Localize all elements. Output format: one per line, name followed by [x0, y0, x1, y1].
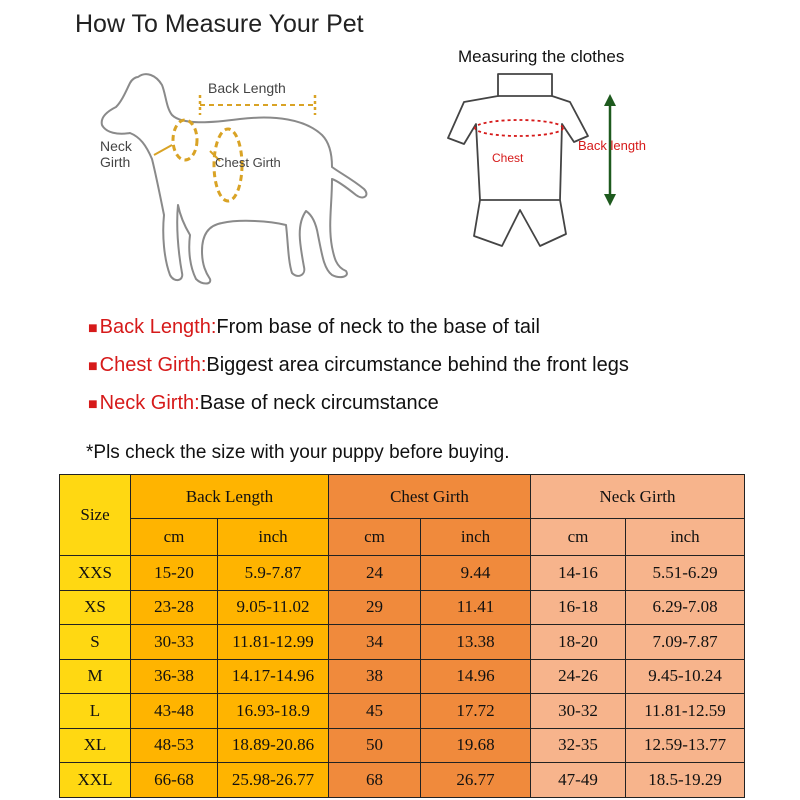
- chest-cm-cell: 29: [329, 590, 421, 625]
- chest-cm-cell: 34: [329, 625, 421, 660]
- back-inch-cell: 16.93-18.9: [218, 694, 329, 729]
- back-length-label: Back Length: [208, 80, 286, 96]
- chest-inch-cell: 19.68: [421, 728, 531, 763]
- back-inch-cell: 11.81-12.99: [218, 625, 329, 660]
- neck-cm-cell: 47-49: [531, 763, 626, 798]
- chest-inch-cell: 11.41: [421, 590, 531, 625]
- chest-inch-cell: 17.72: [421, 694, 531, 729]
- back-length-measure: [200, 95, 315, 115]
- bullet-icon: ■: [88, 320, 98, 337]
- table-row: [60, 694, 745, 729]
- neck-cm-cell: 16-18: [531, 590, 626, 625]
- unit-header: cm: [329, 519, 421, 556]
- chest-inch-cell: 13.38: [421, 625, 531, 660]
- definition-term: Back Length:: [99, 316, 217, 338]
- page-title: How To Measure Your Pet: [75, 10, 364, 38]
- table-row: [60, 625, 745, 660]
- size-cell: XL: [60, 728, 131, 763]
- neck-cm-cell: 24-26: [531, 659, 626, 694]
- back-inch-cell: 5.9-7.87: [218, 556, 329, 591]
- chest-inch-cell: 9.44: [421, 556, 531, 591]
- unit-header: inch: [421, 519, 531, 556]
- size-cell: XXL: [60, 763, 131, 798]
- back-inch-cell: 25.98-26.77: [218, 763, 329, 798]
- chest-girth-label: Chest Girth: [215, 155, 281, 170]
- table-row: [60, 556, 745, 591]
- neck-inch-cell: 18.5-19.29: [626, 763, 745, 798]
- chest-cm-cell: 24: [329, 556, 421, 591]
- unit-header: inch: [218, 519, 329, 556]
- back-inch-cell: 14.17-14.96: [218, 659, 329, 694]
- definition-term: Chest Girth:: [99, 354, 207, 376]
- back-inch-cell: 18.89-20.86: [218, 728, 329, 763]
- neck-girth-header: Neck Girth: [531, 475, 745, 519]
- table-unit-row: [60, 519, 745, 556]
- back-cm-cell: 30-33: [131, 625, 218, 660]
- table-row: [60, 590, 745, 625]
- size-cell: XS: [60, 590, 131, 625]
- clothes-back-length-label: Back length: [578, 138, 646, 153]
- neck-cm-cell: 14-16: [531, 556, 626, 591]
- chest-cm-cell: 45: [329, 694, 421, 729]
- definition-text: Base of neck circumstance: [199, 392, 439, 414]
- neck-cm-cell: 30-32: [531, 694, 626, 729]
- size-cell: L: [60, 694, 131, 729]
- back-length-header: Back Length: [131, 475, 329, 519]
- girth-label: Girth: [100, 154, 131, 170]
- definition-text: Biggest area circumstance behind the front legs: [206, 354, 629, 376]
- definition-back-length: [88, 316, 540, 339]
- neck-inch-cell: 6.29-7.08: [626, 590, 745, 625]
- dog-silhouette: [102, 74, 367, 283]
- size-cell: XXS: [60, 556, 131, 591]
- chest-cm-cell: 38: [329, 659, 421, 694]
- back-cm-cell: 48-53: [131, 728, 218, 763]
- back-cm-cell: 15-20: [131, 556, 218, 591]
- chest-inch-cell: 26.77: [421, 763, 531, 798]
- dog-measurement-illustration: [60, 55, 390, 300]
- neck-girth-loop: [154, 120, 197, 160]
- table-row: [60, 659, 745, 694]
- back-cm-cell: 66-68: [131, 763, 218, 798]
- size-cell: S: [60, 625, 131, 660]
- table-header-row: [60, 475, 745, 519]
- back-cm-cell: 23-28: [131, 590, 218, 625]
- neck-label: Neck: [100, 138, 132, 154]
- definition-term: Neck Girth:: [99, 392, 200, 414]
- neck-inch-cell: 12.59-13.77: [626, 728, 745, 763]
- bullet-icon: ■: [88, 396, 98, 413]
- size-check-note: *Pls check the size with your puppy before buying.: [86, 442, 510, 463]
- bullet-icon: ■: [88, 358, 98, 375]
- back-cm-cell: 43-48: [131, 694, 218, 729]
- back-cm-cell: 36-38: [131, 659, 218, 694]
- table-row: [60, 763, 745, 798]
- table-row: [60, 728, 745, 763]
- neck-inch-cell: 11.81-12.59: [626, 694, 745, 729]
- size-chart-table: [59, 474, 745, 798]
- unit-header: inch: [626, 519, 745, 556]
- clothes-heading: Measuring the clothes: [458, 47, 625, 66]
- definition-text: From base of neck to the base of tail: [216, 316, 540, 338]
- chest-girth-header: Chest Girth: [329, 475, 531, 519]
- neck-cm-cell: 18-20: [531, 625, 626, 660]
- clothes-measurement-illustration: [410, 40, 690, 260]
- definition-neck-girth: [88, 392, 439, 415]
- clothes-chest-label: Chest: [492, 151, 524, 165]
- chest-cm-cell: 68: [329, 763, 421, 798]
- definition-chest-girth: [88, 354, 629, 377]
- chest-inch-cell: 14.96: [421, 659, 531, 694]
- chest-cm-cell: 50: [329, 728, 421, 763]
- back-inch-cell: 9.05-11.02: [218, 590, 329, 625]
- size-cell: M: [60, 659, 131, 694]
- neck-inch-cell: 7.09-7.87: [626, 625, 745, 660]
- unit-header: cm: [531, 519, 626, 556]
- size-header: Size: [60, 475, 131, 556]
- neck-inch-cell: 5.51-6.29: [626, 556, 745, 591]
- neck-inch-cell: 9.45-10.24: [626, 659, 745, 694]
- unit-header: cm: [131, 519, 218, 556]
- neck-cm-cell: 32-35: [531, 728, 626, 763]
